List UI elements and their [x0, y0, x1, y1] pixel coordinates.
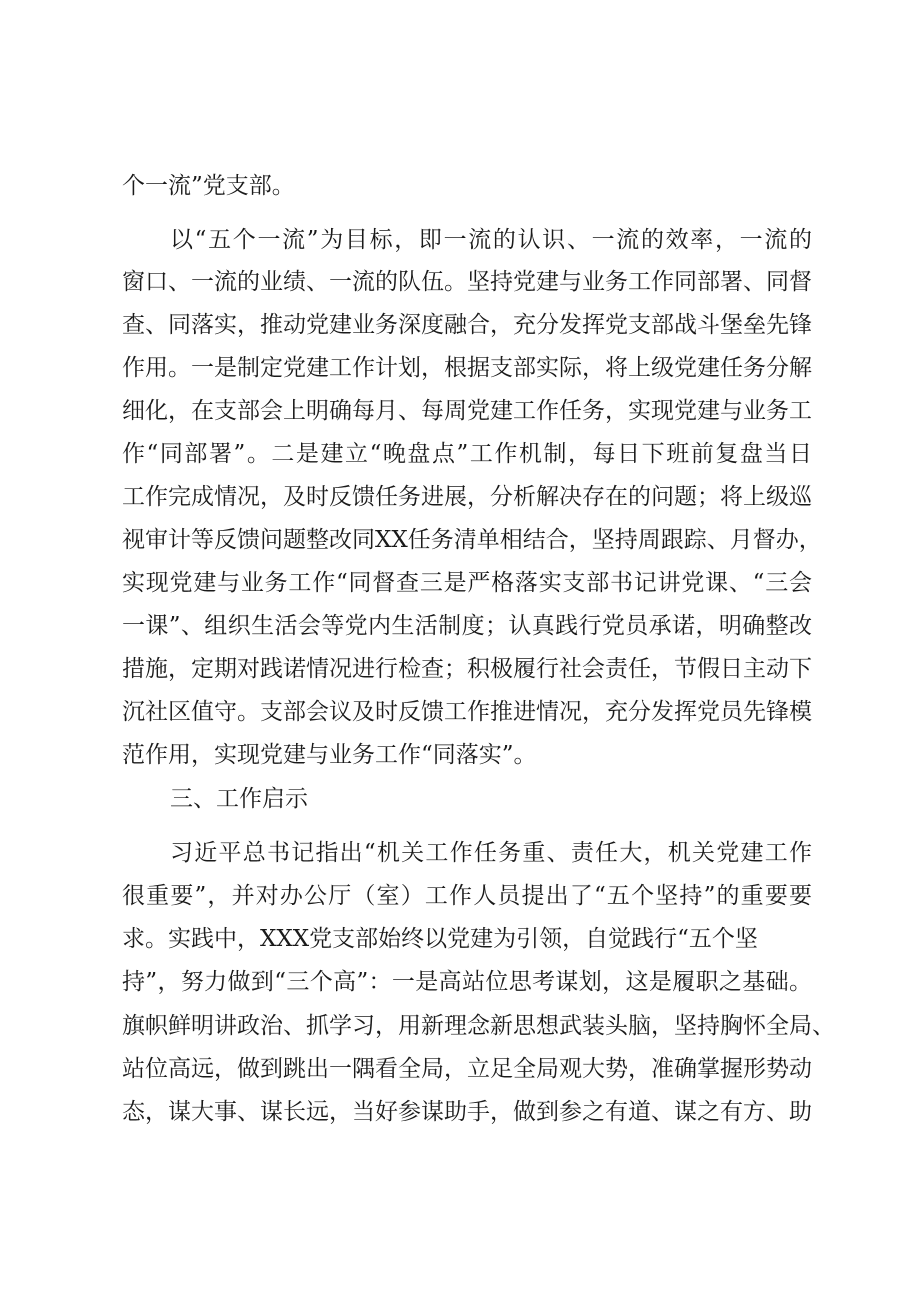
paragraph-line: 以“五个一流”为目标，即一流的认识、一流的效率，一流的: [170, 227, 812, 253]
paragraph-line: 窗口、一流的业绩、一流的队伍。坚持党建与业务工作同部署、同督: [122, 269, 812, 295]
paragraph-line: 很重要”，并对办公厅（室）工作人员提出了“五个坚持”的重要要: [122, 883, 812, 909]
paragraph-line: 持”，努力做到“三个高”：一是高站位思考谋划，这是履职之基础。: [122, 969, 812, 995]
paragraph-line: 作用。一是制定党建工作计划，根据支部实际，将上级党建任务分解: [122, 355, 812, 381]
section-heading: 三、工作启示: [170, 786, 308, 812]
paragraph-line: 个一流”党支部。: [122, 173, 295, 199]
paragraph-line: 旗帜鲜明讲政治、抓学习，用新理念新思想武装头脑，坚持胸怀全局、: [122, 1013, 835, 1039]
paragraph-line: 求。实践中，XXX党支部始终以党建为引领，自觉践行“五个坚: [122, 926, 758, 952]
paragraph-line: 态，谋大事、谋长远，当好参谋助手，做到参之有道、谋之有方、助: [122, 1099, 812, 1125]
paragraph-line: 实现党建与业务工作“同督查三是严格落实支部书记讲党课、“三会: [122, 570, 812, 596]
paragraph-line: 沉社区值守。支部会议及时反馈工作推进情况，充分发挥党员先锋模: [122, 699, 812, 725]
paragraph-line: 措施，定期对践诺情况进行检查；积极履行社会责任，节假日主动下: [122, 656, 812, 682]
paragraph-line: 作“同部署”。二是建立“晚盘点”工作机制，每日下班前复盘当日: [122, 441, 812, 467]
paragraph-line: 习近平总书记指出“机关工作任务重、责任大，机关党建工作: [170, 840, 812, 866]
paragraph-line: 视审计等反馈问题整改同XX任务清单相结合，坚持周跟踪、月督办，: [122, 527, 822, 553]
paragraph-line: 细化，在支部会上明确每月、每周党建工作任务，实现党建与业务工: [122, 398, 812, 424]
paragraph-line: 工作完成情况，及时反馈任务进展，分析解决存在的问题；将上级巡: [122, 484, 812, 510]
paragraph-line: 范作用，实现党建与业务工作“同落实”。: [122, 742, 537, 768]
paragraph-line: 一课”、组织生活会等党内生活制度；认真践行党员承诺，明确整改: [122, 613, 812, 639]
paragraph-line: 站位高远，做到跳出一隅看全局，立足全局观大势，准确掌握形势动: [122, 1056, 812, 1082]
paragraph-line: 查、同落实，推动党建业务深度融合，充分发挥党支部战斗堡垒先锋: [122, 312, 812, 338]
